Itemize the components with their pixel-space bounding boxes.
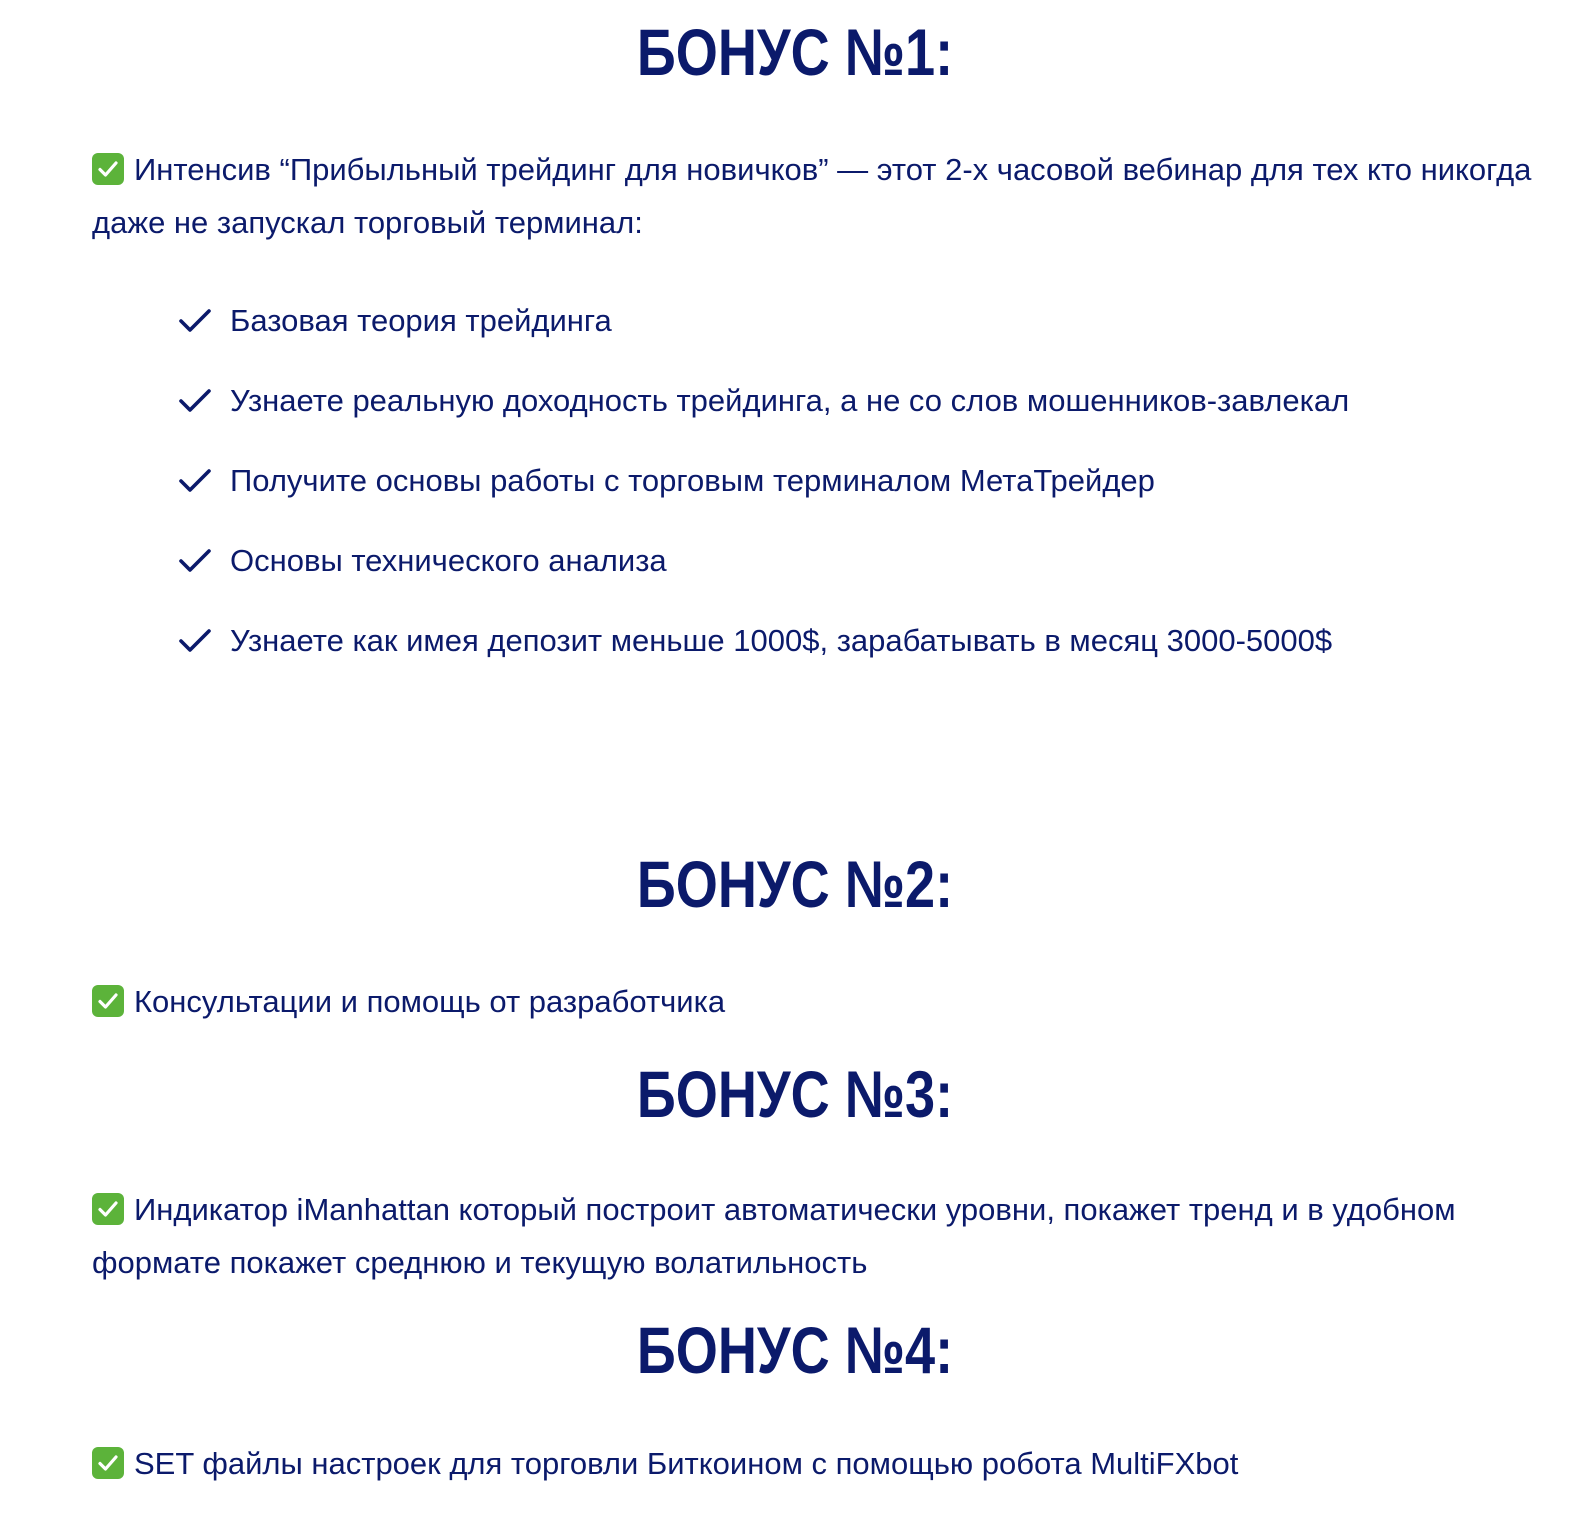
list-item-text: Узнаете как имея депозит меньше 1000$, зарабатывать в месяц 3000-5000$ [230,623,1333,658]
bonus-2-text-content: Консультации и помощь от разработчика [134,984,726,1019]
list-item [178,296,1428,346]
list-item-text: Базовая теория трейдинга [230,303,612,338]
list-item-text: Получите основы работы с торговым терминалом МетаТрейдер [230,463,1155,498]
checkmark-icon [178,308,212,334]
list-item [178,536,1428,586]
bonus-4-text [92,1437,1532,1490]
list-item [178,376,1428,426]
bonus-3-text [92,1183,1532,1289]
bonus-2-text [92,975,1532,1028]
bonus-2-title: БОНУС №2: [636,847,954,921]
checkmark-icon [178,468,212,494]
checkmark-icon [178,388,212,414]
bonus-4-title: БОНУС №4: [636,1313,954,1387]
bonus-1-intro-text: Интенсив “Прибыльный трейдинг для новичков” — этот 2-х часовой вебинар для тех кто никогда даже не запускал торговый терминал: [92,152,1532,240]
checkmark-icon [178,628,212,654]
list-item-text: Основы технического анализа [230,543,667,578]
list-item [178,616,1428,666]
bonus-1-intro [92,143,1532,249]
bonus-1-title: БОНУС №1: [636,15,954,89]
check-mark-icon [92,153,124,185]
list-item [178,456,1428,506]
bonus-3-text-content: Индикатор iManhattan который построит автоматически уровни, покажет тренд и в удобном формате покажет среднюю и текущую волатильность [92,1192,1456,1280]
check-mark-icon [92,1193,124,1225]
checkmark-icon [178,548,212,574]
bonus-3-title: БОНУС №3: [636,1057,954,1131]
check-mark-icon [92,1447,124,1479]
check-mark-icon [92,985,124,1017]
bonus-1-list [178,296,1428,696]
list-item-text: Узнаете реальную доходность трейдинга, а не со слов мошенников-завлекал [230,383,1350,418]
bonus-4-text-content: SET файлы настроек для торговли Биткоином с помощью робота MultiFXbot [134,1446,1239,1481]
